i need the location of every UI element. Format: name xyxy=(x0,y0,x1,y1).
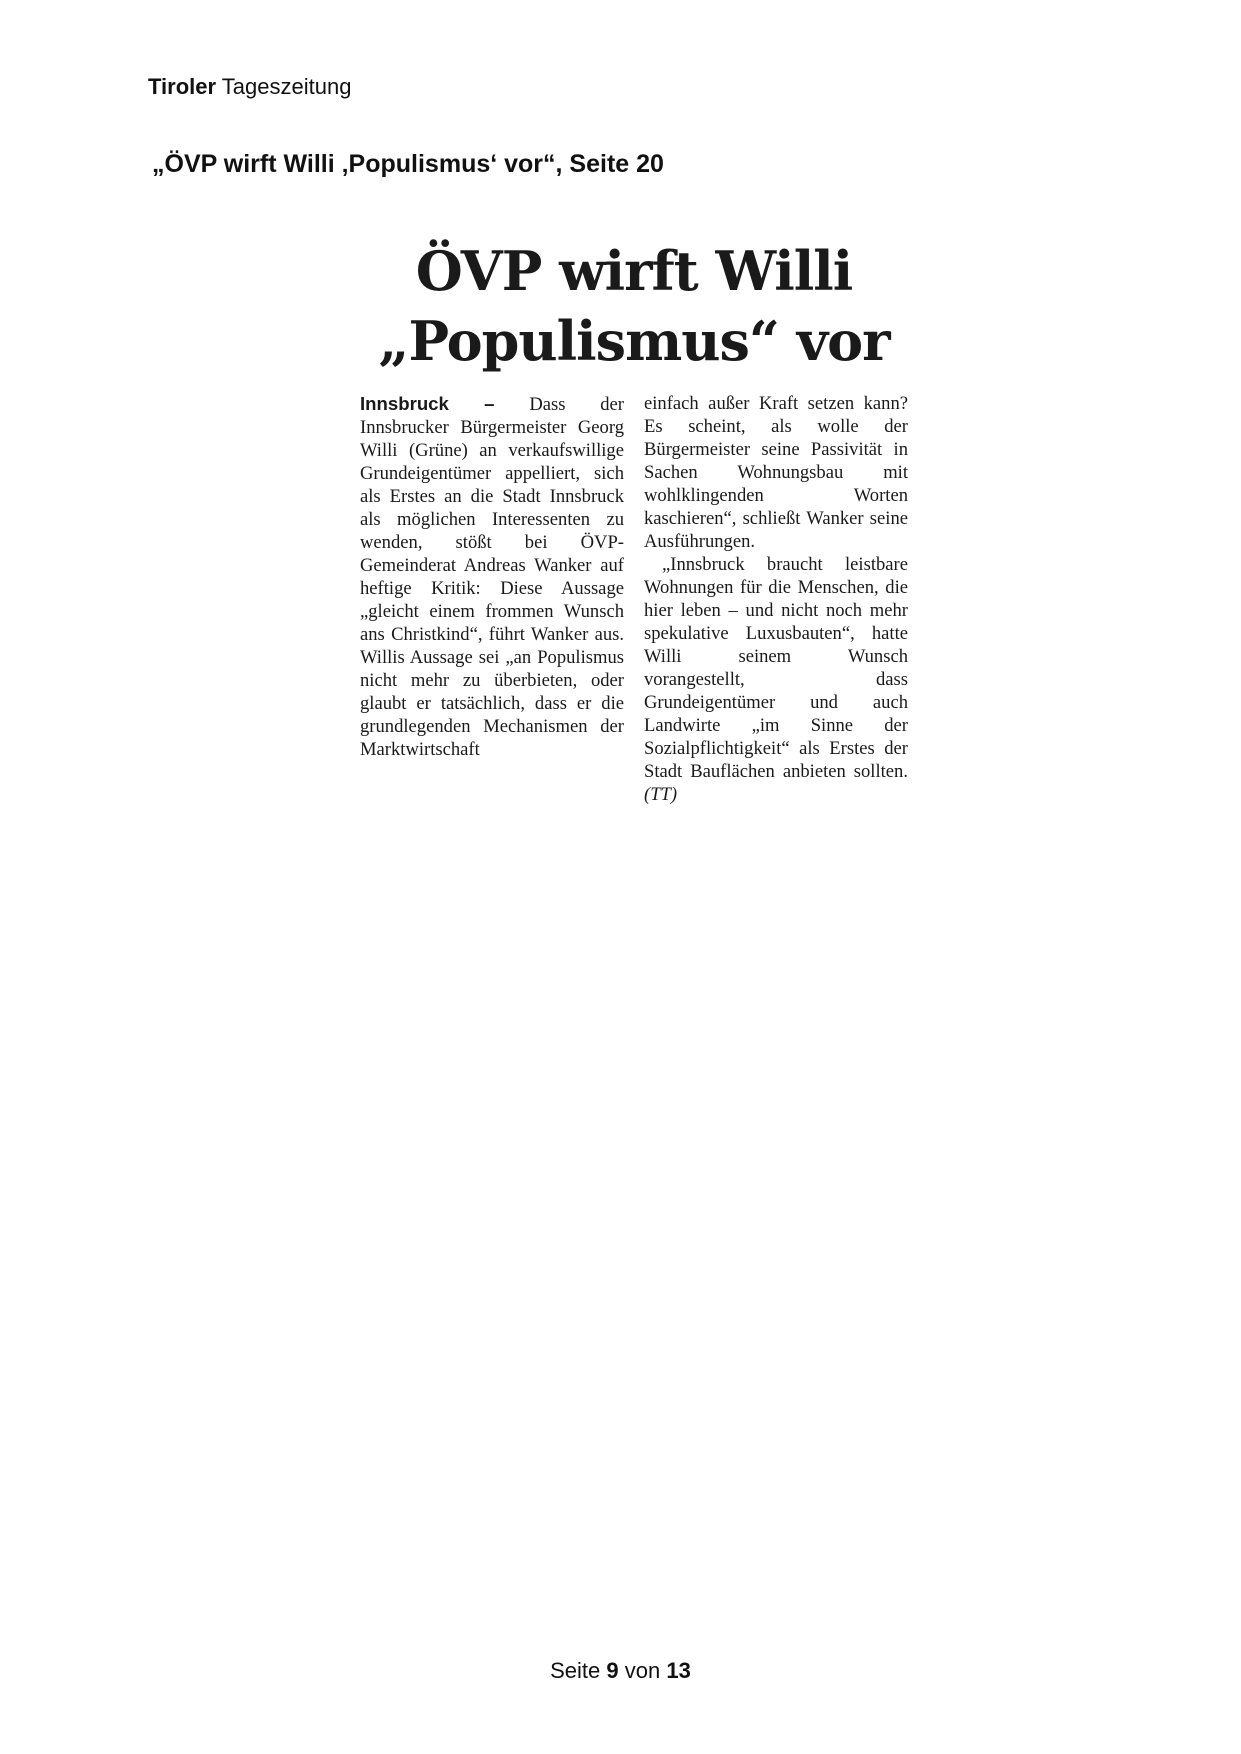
column-left xyxy=(360,392,624,806)
page-of: von xyxy=(624,1658,661,1683)
headline-line-1: ÖVP wirft Willi xyxy=(415,239,853,303)
article-clipping xyxy=(360,236,908,806)
paragraph-1-text: Dass der Innsbrucker Bürgermeister Georg Willi (Grüne) an verkaufswillige Grundeigentümer appelliert, sich als Erstes an die Stadt Innsbruck als möglichen Interessenten zu wenden, stößt bei ÖVP-Gemeinderat Andreas Wanker auf heftige Kritik: Diese Aussage „gleicht einem frommen Wunsch ans Christkind“, führt Wanker aus. Willis Aussage sei „an Populismus nicht mehr zu überbieten, oder glaubt er tatsächlich, dass er die grundlegenden Mechanismen der Marktwirtschaft xyxy=(360,394,624,760)
author-signature: (TT) xyxy=(644,784,678,805)
current-page: 9 xyxy=(606,1658,619,1683)
paragraph-2: einfach außer Kraft setzen kann? Es scheint, als wolle der Bürgermeister seine Passivität in Sachen Wohnungsbau mit wohlklingenden Worten kaschieren“, schließt Wanker seine Ausführungen. xyxy=(644,393,908,552)
document-heading: „ÖVP wirft Willi ‚Populismus‘ vor“, Seite 20 xyxy=(152,150,664,178)
headline-line-2: „Populismus“ vor xyxy=(378,309,890,373)
column-right xyxy=(644,392,908,806)
page-number xyxy=(0,1656,1241,1686)
paragraph-3-text: „Innsbruck braucht leistbare Wohnungen für die Menschen, die hier leben – und nicht noch mehr spekulative Luxusbauten“, hatte Willi seinem Wunsch vorangestellt, dass Grundeigentümer und auch Landwirte „im Sinne der Sozialpflichtigkeit“ als Erstes der Stadt Bauflächen anbieten sollten. xyxy=(644,554,908,782)
newspaper-name-bold: Tiroler xyxy=(148,74,217,99)
paragraph-3 xyxy=(644,553,908,806)
newspaper-name xyxy=(148,72,351,102)
dateline: Innsbruck – xyxy=(360,393,495,414)
article-headline xyxy=(360,236,908,376)
paragraph-1 xyxy=(360,392,624,761)
article-body xyxy=(360,392,908,806)
total-pages: 13 xyxy=(666,1658,691,1683)
page-prefix: Seite xyxy=(550,1658,601,1683)
newspaper-name-regular: Tageszeitung xyxy=(221,74,352,99)
